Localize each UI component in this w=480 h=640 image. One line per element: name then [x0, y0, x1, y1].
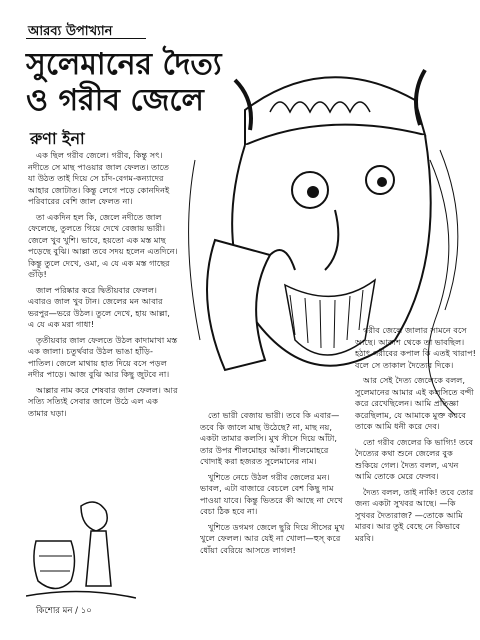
paragraph: দৈত্য বলল, তাই নাকি! তবে তোর জন্য একটা সুখবর আছে। —কি সুখবর দৈত্যরাজ? —তোকে আমি মারব। আর তুই বেছে নে কিভাবে মরবি।: [355, 486, 474, 543]
series-kicker: আরব্য উপাখ্যান: [28, 24, 113, 39]
paragraph: খুশিতে ডগমগ জেলে ছুরি দিয়ে সীসের মুখ খুলে ফেলল। আর যেই না খোলা—হুস্ করে ধোঁয়া বেরিয়ে আসতে লাগল!: [200, 521, 345, 555]
paragraph: আল্লার নাম করে শেষবার জাল ফেলল। আর সত্যি সত্যিই সেবার জালে উঠে এল এক তামার ঘড়া।: [28, 384, 178, 418]
paragraph: জাল পরিষ্কার করে দ্বিতীয়বার ফেলল। এবারও জাল খুব টান। জেলের মন আবার ভরপুর—ভরে উঠল। তুলে দেখে, হায় আল্লা, এ যে এক মরা গাধা!: [28, 284, 170, 329]
author-name: রুণা ইনা: [30, 129, 85, 148]
paragraph: খুশিতে নেচে উঠল গরীব জেলের মন। ভাবল, এটা বাজারে বেচলে বেশ কিছু দাম পাওয়া যাবে। কিন্তু ভিতরে কী আছে না দেখে বেচা ঠিক হবে না।: [200, 471, 343, 516]
footer-separator: /: [75, 606, 81, 616]
story-column-middle: [200, 410, 345, 580]
page-number: ১০: [80, 606, 92, 616]
story-title-line1: সুলেমানের দৈত্য: [26, 47, 222, 82]
paragraph: তো ভারী বেজায় ভারী। তবে কি এবার—তবে কি জালে মাছ উঠেছে? না, মাছ নয়, একটা তামার কলসি। মুখ সীসে দিয়ে আঁটা, তার উপর শীলমোহর আঁকা। শীলমোহরে খোদাই করা হজরত সুলেমানের নাম।: [200, 410, 340, 466]
paragraph: তৃতীয়বার জাল ফেলতে উঠল কাদামাখা মস্ত এক জালা। চতুর্থবার উঠল ভাঙা হাঁড়ি-পাতিল। জেলে মাথায় হাত দিয়ে বসে পড়ল নদীর পাড়ে। আজ বুঝি আর কিছু জুটবে না।: [28, 334, 178, 379]
kicker-underline: [26, 38, 146, 39]
paragraph: আর সেই দৈত্য জেলেকে বলল, সুলেমানের আমার এই কলসিতে বন্দী করে রেখেছিলেন। আমি প্রতিজ্ঞা করেছিলাম, যে আমাকে মুক্ত করবে তাকে আমি ধনী করে দেব।: [355, 375, 474, 431]
paragraph: গরীব জেলে জালার সামনে বসে আছে। আকাশ থেকে তা ভাবছিল। হঠাৎ গরীবের কপাল কি এতই খারাপ! বলে সে তাকাল দৈত্যের দিকে।: [355, 325, 476, 370]
paragraph: এক ছিল গরীব জেলে। গরীব, কিন্তু সৎ। নদীতে সে মাছ পাওয়ার জাল ফেলত। তাতে যা উঠত তাই দিয়ে সে চাঁদ-বেগম-কন্যাদের আহার জোটাত। কিন্তু লেগে পড়ে কোনদিনই পরিবারের বেশি জাল ফেলত না।: [28, 150, 170, 206]
story-title-line2: ও গরীব জেলে: [26, 83, 204, 118]
fisherman-with-pot-illustration: [26, 486, 136, 604]
magazine-name: কিশোর মন: [36, 606, 73, 616]
page-footer: [36, 604, 92, 618]
paragraph: তো গরীব জেলের কি ভাগ্যি! তবে দৈত্যের কথা শুনে জেলের বুক শুকিয়ে গেল। দৈত্য বলল, এখন আমি তোকে মেরে ফেলব।: [355, 436, 474, 481]
story-column-right: [355, 325, 477, 615]
paragraph: তা একদিন হল কি, জেলে নদীতে জাল ফেলেছে, তুলতে গিয়ে দেখে বেজায় ভারী। জেলে খুব খুশি। ভাবে, হয়তো এক মস্ত মাছ পড়েছে বুঝি। আল্লা তবে সদয় হলেন এতদিনে। কিন্তু তুলে দেখে, ওমা, এ যে এক মস্ত গাছের গুঁড়ি!: [28, 211, 178, 279]
